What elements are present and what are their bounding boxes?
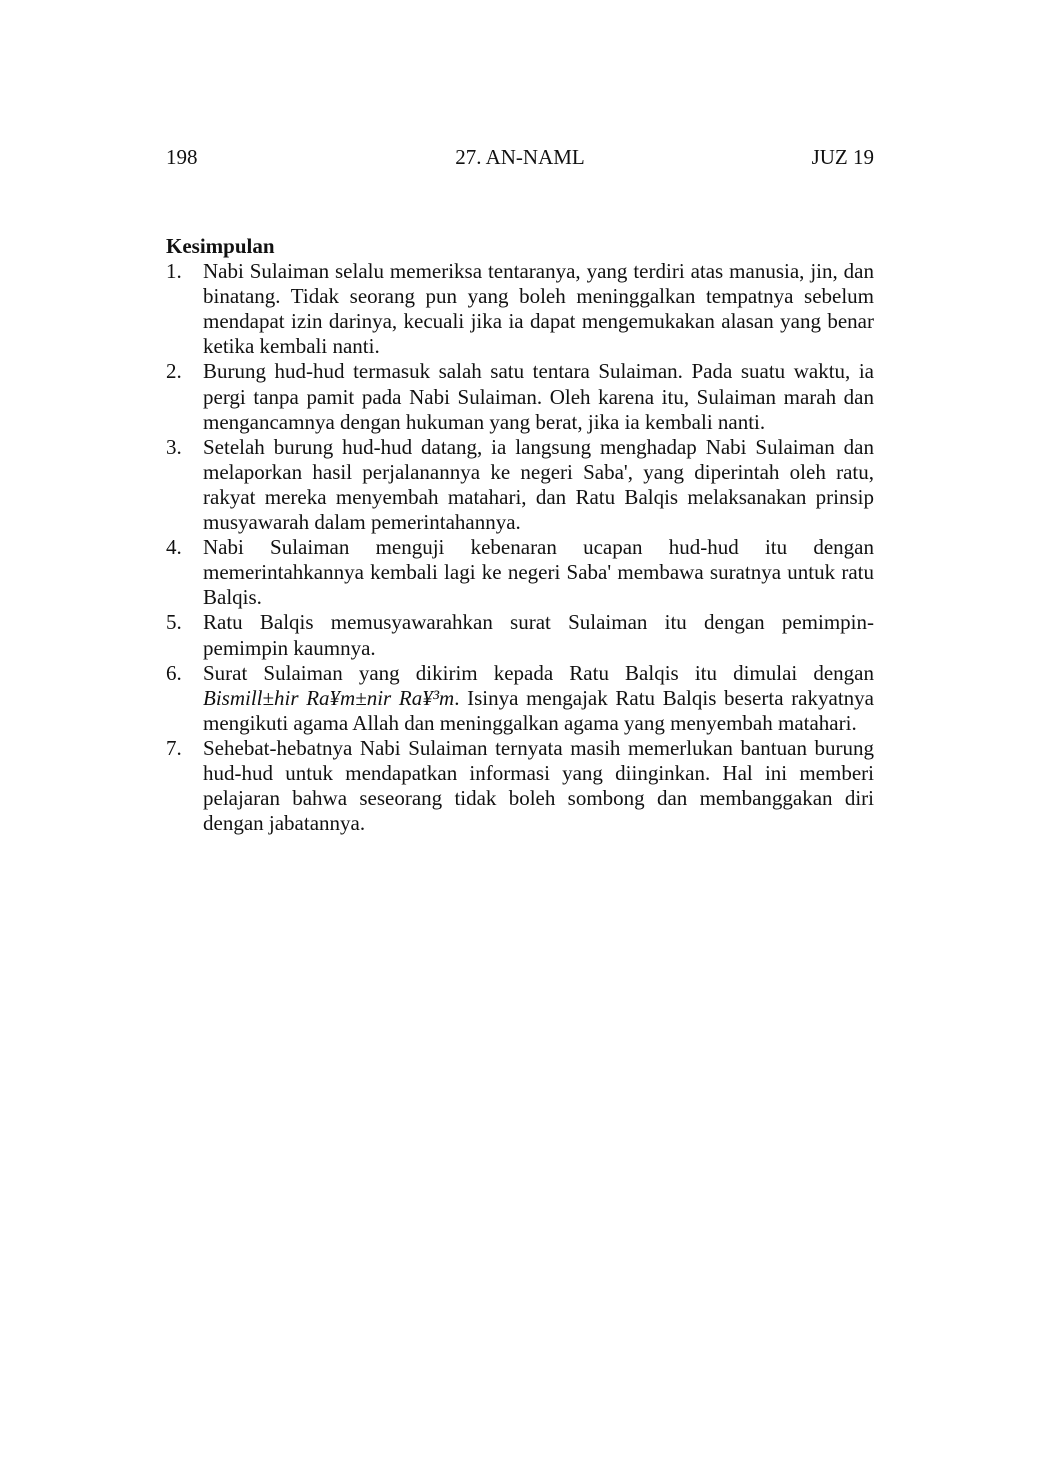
item-number: 1. <box>166 259 182 284</box>
conclusion-list <box>166 259 874 836</box>
item-text: Burung hud-hud termasuk salah satu tentara Sulaiman. Pada suatu waktu, ia pergi tanpa pamit pada Nabi Sulaiman. Oleh karena itu, Sulaiman marah dan mengancamnya dengan hukuman yang berat, jika ia kembali nanti. <box>203 359 874 434</box>
item-text-before: Surat Sulaiman yang dikirim kepada Ratu Balqis itu dimulai dengan <box>203 660 874 685</box>
main-content <box>166 234 874 836</box>
list-item <box>166 736 874 836</box>
item-number: 2. <box>166 359 182 384</box>
item-number: 6. <box>166 660 182 685</box>
basmala-transliteration: Bismill±hir Ra¥m±nir Ra¥³m <box>203 685 455 710</box>
item-text: Ratu Balqis memusyawarahkan surat Sulaiman itu dengan pemimpin-pemimpin kaumnya. <box>203 610 874 660</box>
item-number: 4. <box>166 535 182 560</box>
list-item <box>166 535 874 610</box>
page-header <box>166 145 874 175</box>
section-title: Kesimpulan <box>166 234 275 258</box>
page-number: 198 <box>166 145 198 169</box>
item-text: Nabi Sulaiman menguji kebenaran ucapan hud-hud itu dengan memerintahkannya kembali lagi ke negeri Saba' membawa suratnya untuk ratu Balqis. <box>203 535 874 610</box>
list-item <box>166 610 874 660</box>
item-text: Sehebat-hebatnya Nabi Sulaiman ternyata masih memerlukan bantuan burung hud-hud untuk mendapatkan informasi yang diinginkan. Hal ini memberi pelajaran bahwa seseorang tidak boleh sombong dan membanggakan diri dengan jabatannya. <box>203 735 874 836</box>
item-number: 5. <box>166 610 182 635</box>
item-text: Nabi Sulaiman selalu memeriksa tentaranya, yang terdiri atas manusia, jin, dan binatang. Tidak seorang pun yang boleh meninggalkan tempatnya sebelum mendapat izin darinya, kecuali jika ia dapat mengemukakan alasan yang benar ketika kembali nanti. <box>203 259 874 359</box>
item-number: 3. <box>166 434 182 459</box>
list-item <box>166 435 874 535</box>
list-item <box>166 359 874 434</box>
item-text: Setelah burung hud-hud datang, ia langsung menghadap Nabi Sulaiman dan melaporkan hasil perjalanannya ke negeri Saba', yang diperintah oleh ratu, rakyat mereka menyembah matahari, dan Ratu Balqis melaksanakan prinsip musyawarah dalam pemerintahannya. <box>203 434 874 535</box>
item-text-after: . Isinya mengajak Ratu Balqis beserta rakyatnya mengikuti agama Allah dan meninggalkan agama yang menyembah matahari. <box>203 685 874 735</box>
list-item <box>166 259 874 359</box>
surah-title: 27. AN-NAML <box>455 145 585 169</box>
item-number: 7. <box>166 735 182 760</box>
juz-label: JUZ 19 <box>811 145 874 169</box>
list-item <box>166 661 874 736</box>
